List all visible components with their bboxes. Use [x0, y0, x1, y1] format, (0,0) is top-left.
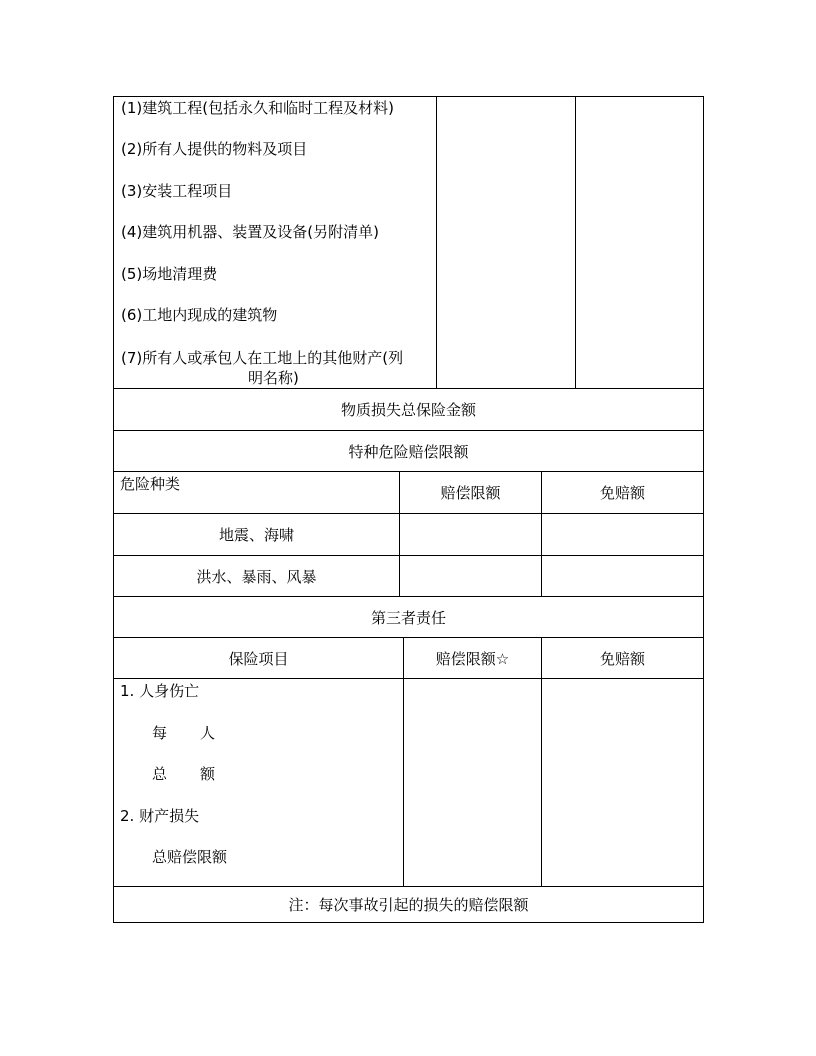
- note-text: 注：每次事故引起的损失的赔偿限额: [288, 896, 529, 914]
- material-total-row: [113, 388, 704, 430]
- insurance-form-table: [113, 96, 704, 923]
- risk-deductible-cell: [541, 514, 703, 555]
- risk-type-header-cell: [114, 472, 399, 513]
- third-party-title: 第三者责任: [370, 608, 446, 627]
- insured-item-header: 保险项目: [228, 649, 289, 668]
- risk-row: [113, 555, 704, 596]
- special-risk-title-row: [113, 430, 704, 471]
- third-party-items-cell: [114, 679, 403, 886]
- coverage-items-cell: [114, 97, 436, 388]
- risk-deductible-cell: [541, 556, 703, 596]
- risk-type-cell: 洪水、暴雨、风暴: [196, 567, 317, 586]
- risk-limit-cell: [399, 514, 541, 555]
- risk-row: [113, 513, 704, 555]
- total-label-a: 总: [152, 765, 168, 783]
- coverage-item: (4)建筑用机器、装置及设备(另附清单): [121, 223, 379, 241]
- personal-injury-label: 1. 人身伤亡: [120, 682, 200, 700]
- per-person-label-b: 人: [200, 724, 216, 742]
- material-total-label: 物质损失总保险金额: [340, 401, 476, 419]
- risk-type-cell: 地震、海啸: [218, 526, 294, 544]
- special-risk-header-row: [113, 471, 704, 513]
- coverage-item: (1)建筑工程(包括永久和临时工程及材料): [121, 99, 394, 117]
- coverage-item: (2)所有人提供的物料及项目: [121, 140, 308, 158]
- per-person-label-a: 每: [152, 724, 168, 742]
- risk-type-header: 危险种类: [120, 475, 181, 493]
- total-limit-label: 总赔偿限额: [152, 848, 228, 866]
- coverage-item: (7)所有人或承包人在工地上的其他财产(列: [121, 349, 404, 367]
- third-party-deductible-header: 免赔额: [541, 638, 703, 678]
- third-party-title-row: [113, 596, 704, 637]
- coverage-item: 明名称): [248, 369, 299, 387]
- coverage-extra-cell: [575, 97, 703, 388]
- coverage-item: (6)工地内现成的建筑物: [121, 306, 278, 324]
- limit-header: 赔偿限额: [399, 472, 541, 513]
- third-party-limit-header: 赔偿限额☆: [403, 638, 541, 678]
- coverage-item: (5)场地清理费: [121, 265, 218, 283]
- property-loss-label: 2. 财产损失: [120, 807, 200, 825]
- coverage-item: (3)安装工程项目: [121, 182, 233, 200]
- total-label-b: 额: [200, 765, 216, 783]
- third-party-deductible-cell: [541, 679, 703, 886]
- note-row: [113, 886, 704, 923]
- special-risk-title: 特种危险赔偿限额: [348, 442, 469, 461]
- third-party-limit-cell: [403, 679, 541, 886]
- third-party-items-row: [113, 678, 704, 886]
- risk-limit-cell: [399, 556, 541, 596]
- coverage-amount-cell: [436, 97, 575, 388]
- third-party-header-row: [113, 637, 704, 678]
- deductible-header: 免赔额: [541, 472, 703, 513]
- coverage-items-row: [113, 96, 704, 388]
